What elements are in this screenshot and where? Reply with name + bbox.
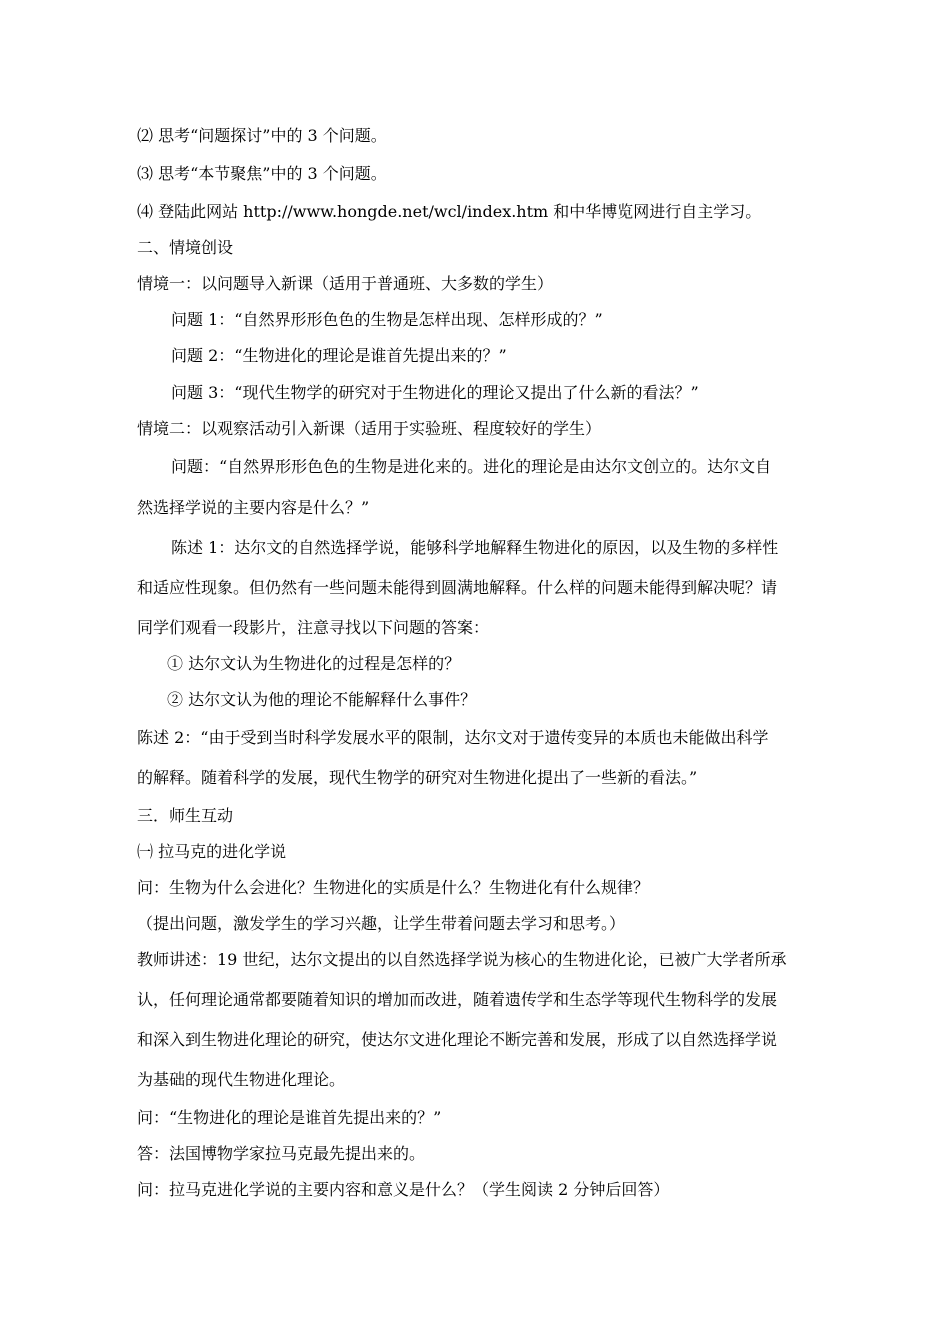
section-heading: 二、情境创设 [137,238,234,257]
text-line: 和深入到生物进化理论的研究，使达尔文进化理论不断完善和发展，形成了以自然选择学说 [137,1030,778,1049]
text-line: 问题：“自然界形形色色的生物是进化来的。进化的理论是由达尔文创立的。达尔文自 [171,457,772,476]
text-line: 陈述 2：“由于受到当时科学发展水平的限制，达尔文对于遗传变异的本质也未能做出科学 [137,728,769,747]
text-line: 情境二：以观察活动引入新课（适用于实验班、程度较好的学生） [137,419,602,438]
text-line: 问：拉马克进化学说的主要内容和意义是什么？（学生阅读 2 分钟后回答） [137,1180,670,1199]
text-line: ⑷ 登陆此网站 http://www.hongde.net/wcl/index.htm 和中华博览网进行自主学习。 [137,202,762,221]
text-line: 问题 3：“现代生物学的研究对于生物进化的理论又提出了什么新的看法？” [171,383,699,402]
text-line: ⑵ 思考“问题探讨”中的 3 个问题。 [137,126,387,145]
text-line: （提出问题，激发学生的学习兴趣，让学生带着问题去学习和思考。） [137,914,626,933]
list-item: ① 达尔文认为生物进化的过程是怎样的？ [167,654,461,673]
text-line: 为基础的现代生物进化理论。 [137,1070,346,1089]
text-line: 答：法国博物学家拉马克最先提出来的。 [137,1144,426,1163]
text-line: 陈述 1：达尔文的自然选择学说，能够科学地解释生物进化的原因，以及生物的多样性 [171,538,779,557]
text-line: 问题 1：“自然界形形色色的生物是怎样出现、怎样形成的？” [171,310,603,329]
list-item: ② 达尔文认为他的理论不能解释什么事件？ [167,690,477,709]
text-line: 情境一：以问题导入新课（适用于普通班、大多数的学生） [137,274,554,293]
subsection-heading: ㈠ 拉马克的进化学说 [137,842,287,861]
text-line: 问：“生物进化的理论是谁首先提出来的？” [137,1108,442,1127]
text-line: 认，任何理论通常都要随着知识的增加而改进，随着遗传学和生态学等现代生物科学的发展 [137,990,778,1009]
text-line: 教师讲述：19 世纪，达尔文提出的以自然选择学说为核心的生物进化论，已被广大学者所承 [137,950,787,969]
text-line: 和适应性现象。但仍然有一些问题未能得到圆满地解释。什么样的问题未能得到解决呢？请 [137,578,778,597]
text-line: 同学们观看一段影片，注意寻找以下问题的答案： [137,618,490,637]
text-line: ⑶ 思考“本节聚焦”中的 3 个问题。 [137,164,387,183]
text-line: 问：生物为什么会进化？生物进化的实质是什么？生物进化有什么规律？ [137,878,650,897]
text-line: 问题 2：“生物进化的理论是谁首先提出来的？” [171,346,507,365]
text-line: 然选择学说的主要内容是什么？” [137,498,370,517]
section-heading: 三．师生互动 [137,806,234,825]
text-line: 的解释。随着科学的发展，现代生物学的研究对生物进化提出了一些新的看法。” [137,768,698,787]
